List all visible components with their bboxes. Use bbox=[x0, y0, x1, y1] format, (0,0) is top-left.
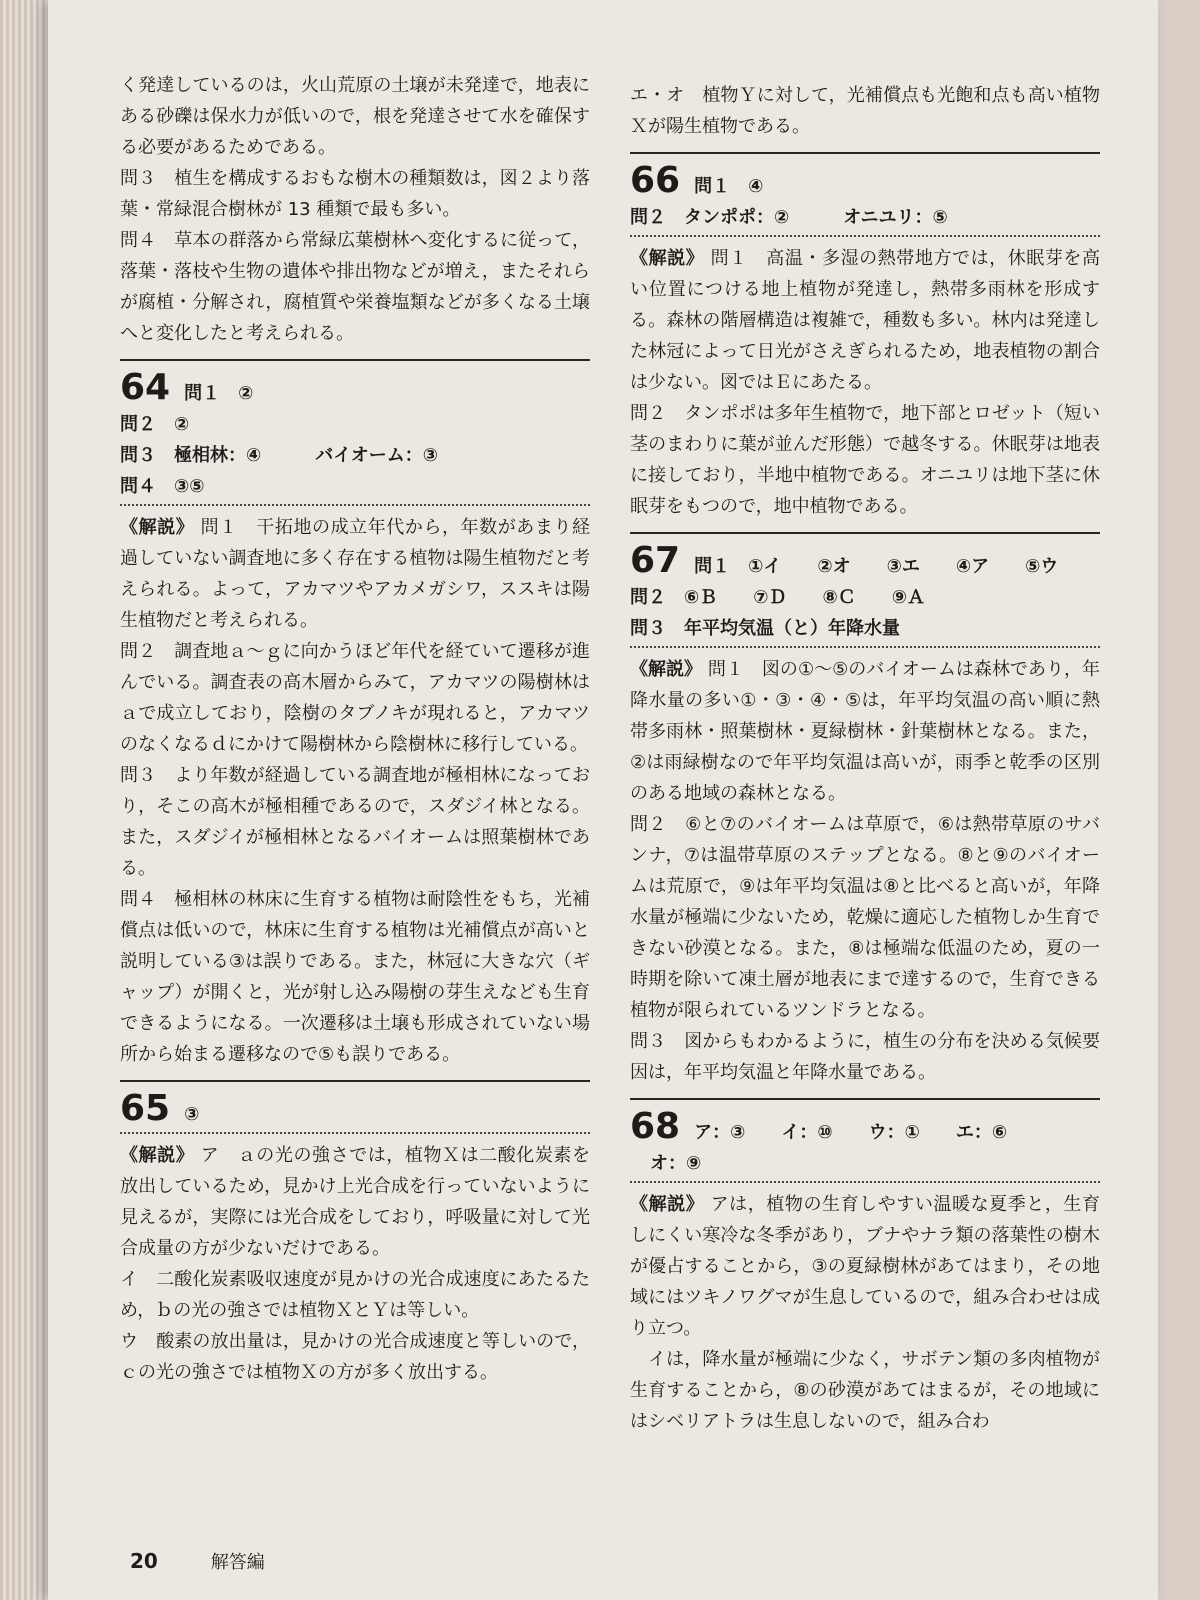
answer-line: ア：③ イ：⑩ ウ：① エ：⑥ bbox=[694, 1122, 1008, 1143]
dotted-divider bbox=[630, 1181, 1100, 1183]
section-67 bbox=[630, 540, 1100, 1088]
answer-line: 問２ ⑥Ｂ ⑦Ｄ ⑧Ｃ ⑨Ａ bbox=[630, 587, 925, 608]
answer-line: ③ bbox=[184, 1104, 200, 1125]
section-number: 66 bbox=[630, 160, 681, 201]
intro-paragraph: 問３ 植生を構成するおもな樹木の種類数は，図２より落葉・常緑混合樹林が 13 種類で最も多い。 bbox=[120, 168, 590, 220]
section-divider bbox=[630, 532, 1100, 534]
answer-line: 問３ 年平均気温（と）年降水量 bbox=[630, 618, 900, 639]
section-65 bbox=[120, 1088, 590, 1388]
kaisetsu-label: 《解説》 bbox=[120, 1145, 195, 1166]
section-number: 67 bbox=[630, 540, 681, 581]
page-footer bbox=[130, 1548, 265, 1574]
section-66 bbox=[630, 160, 1100, 522]
answer-line: 問１ ④ bbox=[694, 176, 764, 197]
intro-paragraph: エ・オ 植物Ｙに対して，光補償点も光飽和点も高い植物Ｘが陽生植物である。 bbox=[630, 85, 1100, 137]
explanation-text: 問２ タンポポは多年生植物で，地下部とロゼット（短い茎のまわりに葉が並んだ形態）で越冬する。休眠芽は地表に接しており，半地中植物である。オニユリは地下茎に休眠芽をもつので，地中植物である。 bbox=[630, 403, 1100, 517]
explanation-text: 問４ 極相林の林床に生育する植物は耐陰性をもち，光補償点は低いので，林床に生育する植物は光補償点が高いと説明している③は誤りである。また，林冠に大きな穴（ギャップ）が開くと，光が射し込み陽樹の芽生えなども生育できるようになる。一次遷移は土壌も形成されていない場所から始まる遷移なので⑤も誤りである。 bbox=[120, 889, 590, 1065]
page-edge-stack bbox=[0, 0, 48, 1600]
section-divider bbox=[120, 1080, 590, 1082]
page-number: 20 bbox=[130, 1549, 158, 1573]
answer-line: オ：⑨ bbox=[650, 1153, 702, 1174]
explanation-text: ア ａの光の強さでは，植物Ｘは二酸化炭素を放出しているため，見かけ上光合成を行っていないように見えるが，実際には光合成をしており，呼吸量に対して光合成量の方が少ないだけである。 bbox=[120, 1145, 591, 1259]
answer-line: 問３ 極相林：④ バイオーム：③ bbox=[120, 445, 438, 466]
explanation-text: 問３ より年数が経過している調査地が極相林になっており，そこの高木が極相種であるので，スダジイ林となる。また，スダジイが極相林となるバイオームは照葉樹林である。 bbox=[120, 765, 590, 879]
section-number: 68 bbox=[630, 1106, 681, 1147]
kaisetsu-label: 《解説》 bbox=[630, 659, 703, 680]
section-divider bbox=[630, 152, 1100, 154]
answer-line: 問４ ③⑤ bbox=[120, 476, 205, 497]
explanation-text: イ 二酸化炭素吸収速度が見かけの光合成速度にあたるため，ｂの光の強さでは植物ＸとＹは等しい。 bbox=[120, 1269, 590, 1321]
answer-line: 問２ ② bbox=[120, 414, 190, 435]
section-divider bbox=[630, 1098, 1100, 1100]
section-64 bbox=[120, 367, 590, 1070]
dotted-divider bbox=[630, 235, 1100, 237]
right-column bbox=[630, 80, 1100, 1437]
dotted-divider bbox=[120, 504, 590, 506]
answer-line: 問１ ①イ ②オ ③エ ④ア ⑤ウ bbox=[694, 556, 1059, 577]
footer-label: 解答編 bbox=[210, 1552, 265, 1573]
explanation-text: 問１ 干拓地の成立年代から，年数があまり経過していない調査地に多く存在する植物は陽生植物だと考えられる。よって，アカマツやアカメガシワ，ススキは陽生植物だと考えられる。 bbox=[120, 517, 591, 631]
left-column bbox=[120, 70, 590, 1388]
intro-paragraph: く発達しているのは，火山荒原の土壌が未発達で，地表にある砂礫は保水力が低いので，根を発達させて水を確保する必要があるためである。 bbox=[120, 75, 590, 158]
explanation-text: アは，植物の生育しやすい温暖な夏季と，生育しにくい寒冷な冬季があり，ブナやナラ類の落葉性の樹木が優占することから，③の夏緑樹林があてはまり，その地域にはツキノワグマが生息しているので，組み合わせは成り立つ。 bbox=[630, 1194, 1101, 1339]
section-number: 64 bbox=[120, 367, 171, 408]
dotted-divider bbox=[630, 646, 1100, 648]
dotted-divider bbox=[120, 1132, 590, 1134]
kaisetsu-label: 《解説》 bbox=[630, 1194, 705, 1215]
explanation-text: 問２ 調査地ａ～ｇに向かうほど年代を経ていて遷移が進んでいる。調査表の高木層からみて，アカマツの陽樹林はａで成立しており，陰樹のタブノキが現れると，アカマツのなくなるｄにかけて陽樹林から陰樹林に移行している。 bbox=[120, 641, 590, 755]
answer-line: 問１ ② bbox=[184, 383, 254, 404]
explanation-text: 問１ 図の①～⑤のバイオームは森林であり，年降水量の多い①・③・④・⑤は，年平均気温の高い順に熱帯多雨林・照葉樹林・夏緑樹林・針葉樹林となる。また，②は雨緑樹なので年平均気温は高いが，雨季と乾季の区別のある地域の森林となる。 bbox=[630, 659, 1101, 804]
explanation-text: 問２ ⑥と⑦のバイオームは草原で，⑥は熱帯草原のサバンナ，⑦は温帯草原のステップとなる。⑧と⑨のバイオームは荒原で，⑨は年平均気温は⑧と比べると高いが，年降水量が極端に少ないため，乾燥に適応した植物しか生育できない砂漠となる。また，⑧は極端な低温のため，夏の一時期を除いて凍土層が地表にまで達するので，生育できる植物が限られているツンドラとなる。 bbox=[630, 814, 1100, 1021]
intro-paragraph: 問４ 草本の群落から常緑広葉樹林へ変化するに従って，落葉・落枝や生物の遺体や排出物などが増え，またそれらが腐植・分解され，腐植質や栄養塩類などが多くなる土壌へと変化したと考えられる。 bbox=[120, 230, 590, 344]
explanation-text: イは，降水量が極端に少なく，サボテン類の多肉植物が生育することから，⑧の砂漠があてはまるが，その地域にはシベリアトラは生息しないので，組み合わ bbox=[630, 1349, 1100, 1432]
explanation-text: 問３ 図からもわかるように，植生の分布を決める気候要因は，年平均気温と年降水量である。 bbox=[630, 1031, 1100, 1083]
explanation-text: ウ 酸素の放出量は，見かけの光合成速度と等しいので，ｃの光の強さでは植物Ｘの方が多く放出する。 bbox=[120, 1331, 590, 1383]
kaisetsu-label: 《解説》 bbox=[120, 517, 195, 538]
section-divider bbox=[120, 359, 590, 361]
kaisetsu-label: 《解説》 bbox=[630, 248, 705, 269]
explanation-text: 問１ 高温・多湿の熱帯地方では，休眠芽を高い位置につける地上植物が発達し，熱帯多雨林を形成する。森林の階層構造は複雑で，種数も多い。林内は発達した林冠によって日光がさえぎられるため，地表植物の割合は少ない。図ではＥにあたる。 bbox=[630, 248, 1101, 393]
section-number: 65 bbox=[120, 1088, 171, 1129]
answer-line: 問２ タンポポ：② オニユリ：⑤ bbox=[630, 207, 948, 228]
section-68 bbox=[630, 1106, 1100, 1437]
